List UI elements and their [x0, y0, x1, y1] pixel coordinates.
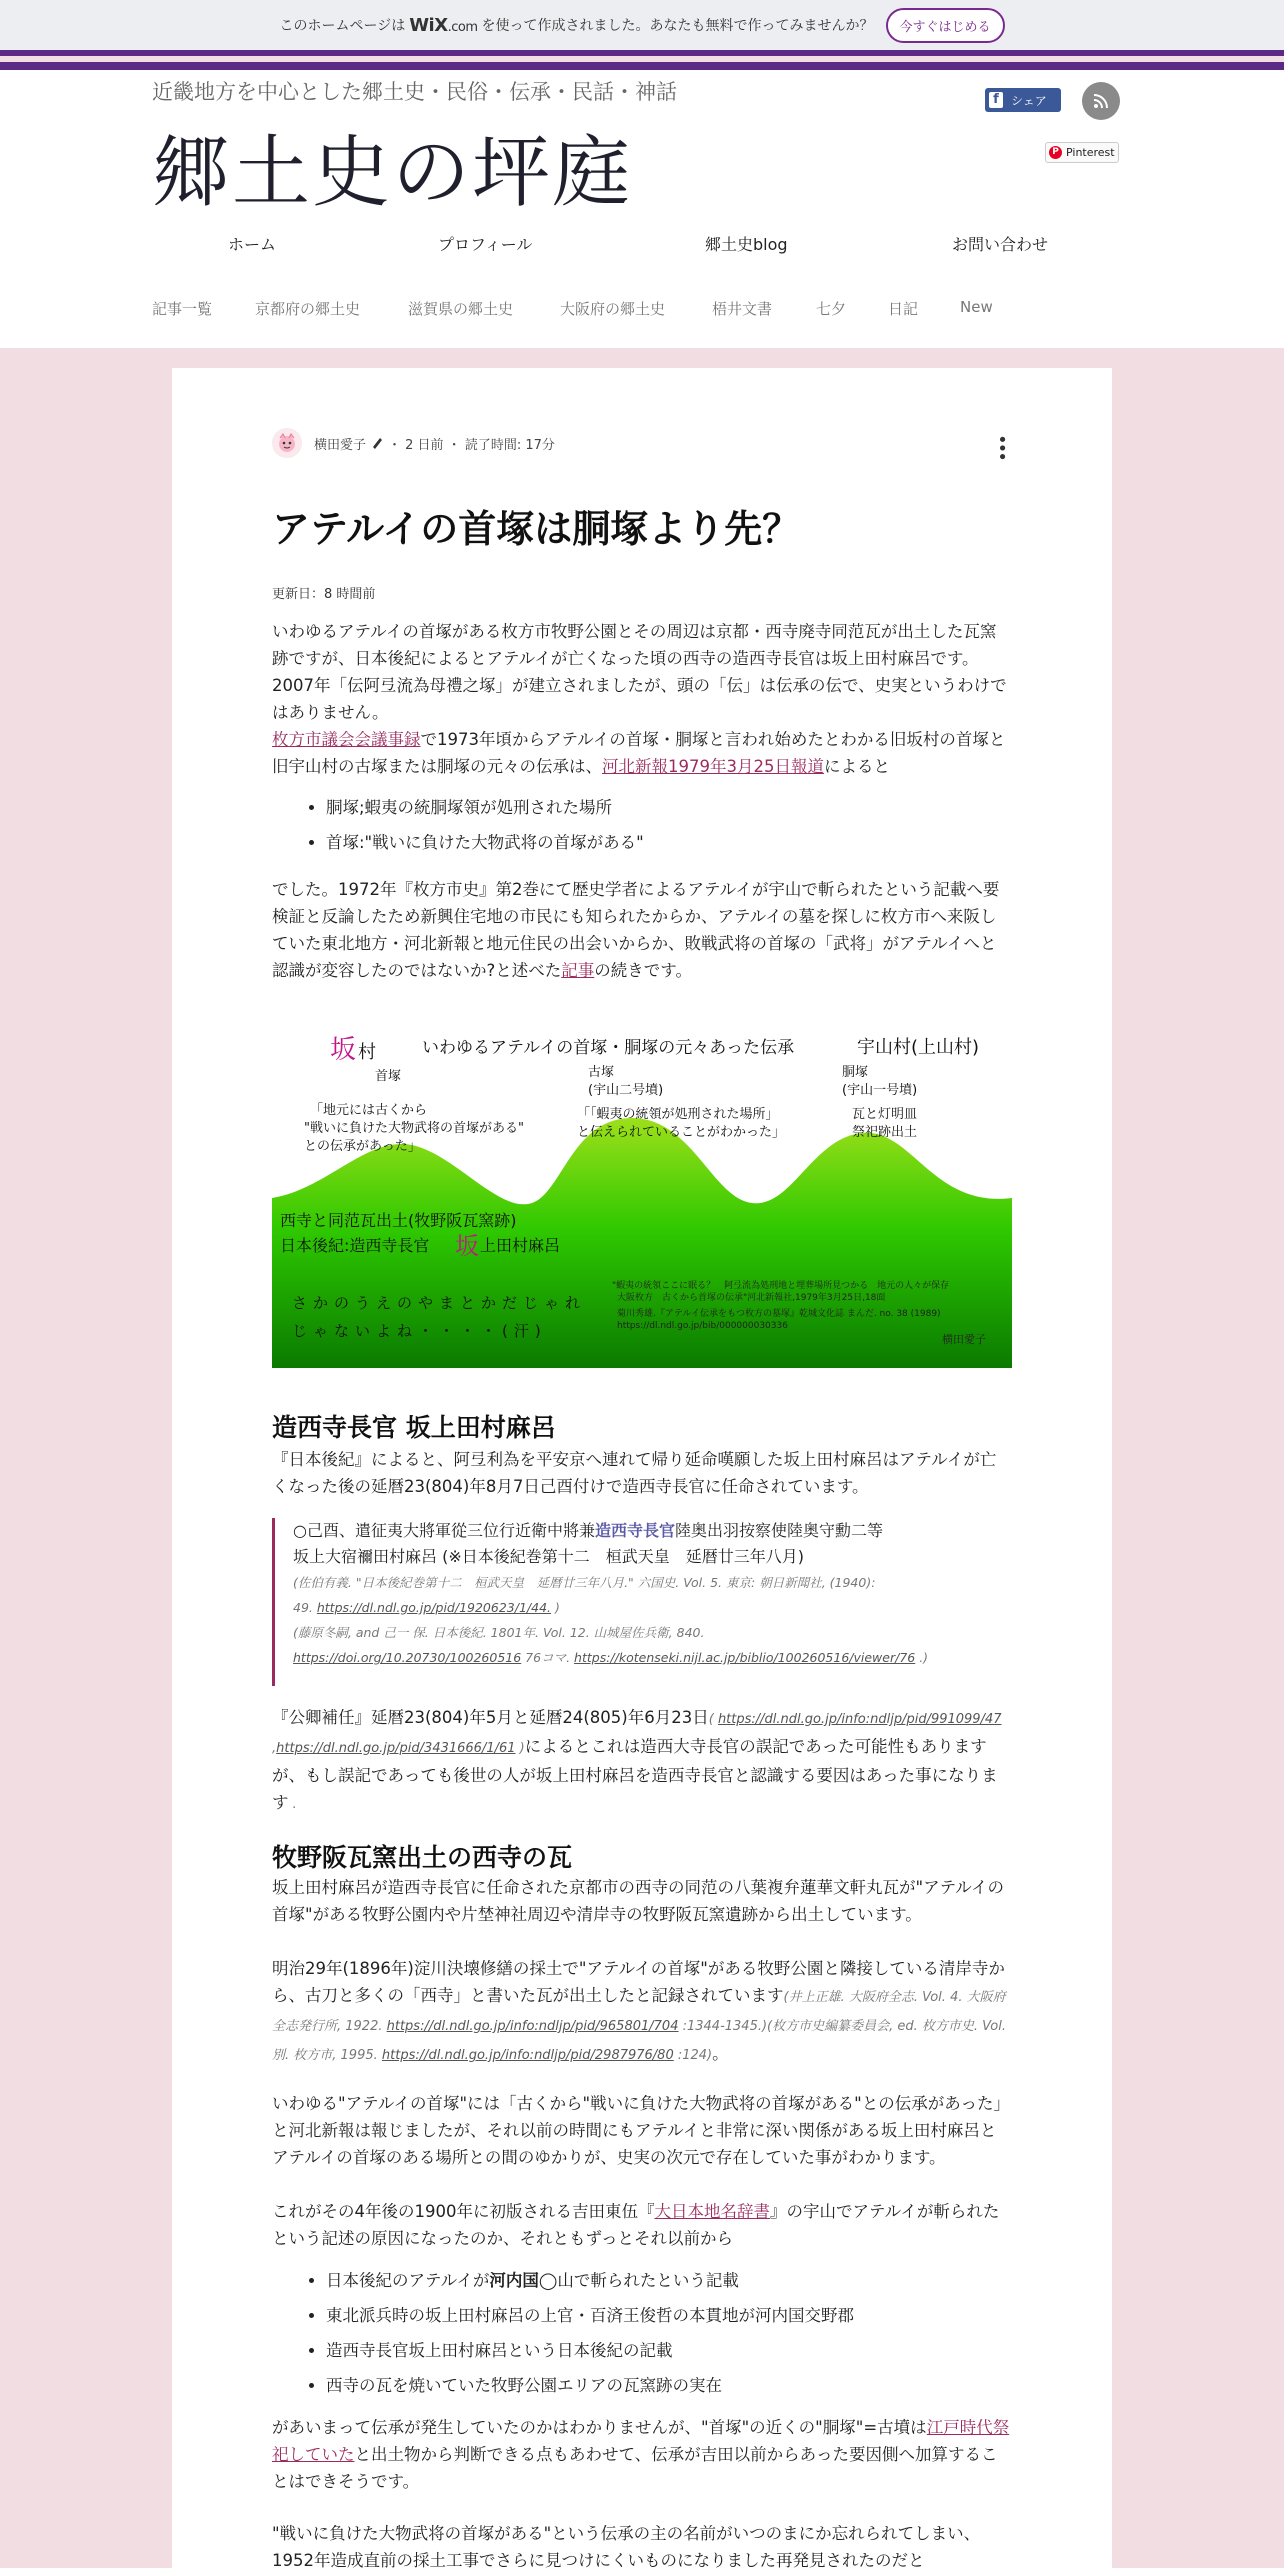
paragraph-conclusion: があいまって伝承が発生していたのかはわかりませんが、"首塚"の近くの"胴塚"=古墳は江戸時代祭祀していたと出土物から判断できる点もあわせて、伝承が吉田以前からあった要因側へ加算することはできそうです。: [272, 2418, 1010, 2491]
facebook-share-button[interactable]: f シェア: [985, 88, 1061, 112]
link-city-council-minutes[interactable]: 枚方市議会会議事録: [272, 730, 421, 749]
category-tanabata[interactable]: 七夕: [816, 300, 847, 318]
wix-banner: [0, 0, 1284, 50]
blog-post: [172, 368, 1112, 2568]
label-saka-village: 村: [358, 1042, 376, 1063]
header-stripe: [0, 50, 1284, 56]
factor-list: [272, 2263, 1012, 2403]
list-item: • 東北派兵時の坂上田村麻呂の上官・百済王俊哲の本貫地が河内国交野郡: [326, 2298, 1012, 2333]
list-item: • 造西寺長官坂上田村麻呂という日本後紀の記載: [326, 2333, 1012, 2368]
writer-icon: [370, 436, 384, 450]
link-dainihon-chimei-jisho[interactable]: 大日本地名辞書: [654, 2202, 770, 2221]
pinterest-icon: P: [1049, 146, 1062, 159]
list-item: • 日本後紀のアテルイが河内国◯山で斬られたという記載: [326, 2263, 1012, 2298]
source-line-3: 菊川秀雄.『アテルイ伝承をもつ枚方の墓塚』乾城文化誌 まんだ. no. 38 (1989): [617, 1309, 941, 1319]
label-kubizuka: 首塚: [375, 1069, 402, 1084]
pun-line-2: じゃないよね・・・・(汗): [292, 1322, 547, 1340]
quote-2-line-1: 「「蝦夷の統領が処刑された場所」: [577, 1107, 779, 1122]
author-name[interactable]: 横田愛子: [314, 437, 367, 453]
citation-2b: https://doi.org/10.20730/100260516 76コマ. https://kotenseki.nijl.ac.jp/biblio/100260516/viewer/76 .): [293, 1650, 929, 1665]
link-edo-rituals[interactable]: 江戸時代祭祀していた: [272, 2418, 1010, 2464]
category-new[interactable]: New: [960, 298, 993, 316]
citation-1b: 49. https://dl.ndl.go.jp/pid/1920623/1/44. ): [293, 1600, 560, 1615]
paragraph-kahoku-report: いわゆる"アテルイの首塚"には「古くから"戦いに負けた大物武将の首塚がある"との伝承があった」と河北新報は報じましたが、それ以前の時間にもアテルイと非常に深い関係がある坂上田村麻呂とアテルイの首塚のある場所との間のゆかりが、史実の次元で存在していた事がわかります。: [272, 2094, 1011, 2167]
label-kozuka: 古塚: [588, 1065, 615, 1080]
paragraph-nihon-koki: 『日本後紀』によると、阿弖利為を平安京へ連れて帰り延命嘆願した坂上田村麻呂はアテルイが亡くなった後の延暦23(804)年8月7日己酉付けで造西寺長官に任命されています。: [272, 1450, 997, 1496]
paragraph-meiji-excavation: 明治29年(1896年)淀川決壊修繕の採土で"アテルイの首塚"がある牧野公園と隣接している清岸寺から、古刀と多くの「西寺」と書いた瓦が出土したと記録されています(井上正雄. 大阪府全志. Vol. 4. 大阪府全志発行所, 1922. https://dl.ndl.go.jp/info:ndljp/pid/965801/704 :1344-1345.)(枚方市史編纂委員会, ed. 枚方市史. Vol. 別. 枚方市, 1995. https://dl.ndl.go.jp/info:ndljp/pid/2987976/80 :124)。: [272, 1959, 1006, 2063]
post-meta: [272, 428, 1012, 458]
link-ndl-3431666[interactable]: https://dl.ndl.go.jp/pid/3431666/1/61: [276, 1741, 516, 1756]
link-ndl-991099[interactable]: https://dl.ndl.go.jp/info:ndljp/pid/991099/47: [717, 1712, 1002, 1727]
paragraph-kugyo-bunin: 『公卿補任』延暦23(804)年5月と延暦24(805)年6月23日( https://dl.ndl.go.jp/info:ndljp/pid/991099/47 ,https://dl.ndl.go.jp/pid/3431666/1/61 )によるとこれは造西大寺長官の誤記であった可能性もありますが、もし誤記であっても後世の人が坂上田村麻呂を造西寺長官と認識する要因はあった事になります .: [272, 1708, 1002, 1812]
site-header: [0, 70, 1284, 348]
source-line-1: "蝦夷の統領ここに眠る？ 阿弖流為処刑地と埋葬場所見つかる 地元の人々が保存: [612, 1281, 950, 1291]
list-item: • 胴塚;蝦夷の統胴塚領が処刑された場所: [326, 790, 1012, 825]
paragraph-kiln-finds: 坂上田村麻呂が造西寺長官に任命された京都市の西寺の同范の八葉複弁蓮華文軒丸瓦が"アテルイの首塚"がある牧野公園内や片埜神社周辺や清岸寺の牧野阪瓦窯遺跡から出土しています。: [272, 1878, 1004, 1924]
category-kyoto[interactable]: 京都府の郷土史: [255, 300, 361, 318]
post-updated: 更新日：8 時間前: [272, 587, 376, 602]
rss-icon: [1093, 93, 1109, 109]
quote-3-line-2: 祭祀跡出土: [852, 1125, 918, 1140]
quote-3-line-1: 瓦と灯明皿: [852, 1107, 918, 1122]
link-previous-article[interactable]: 記事: [561, 961, 595, 980]
heading-zousaiji-chokan: 造西寺長官 坂上田村麻呂: [272, 1413, 556, 1442]
wix-banner-text-after: を使って作成されました。あなたも無料で作ってみませんか？: [481, 18, 874, 34]
blockquote-nihon-koki: [272, 1518, 1012, 1686]
list-item: • 西寺の瓦を焼いていた牧野公園エリアの瓦窯跡の実在: [326, 2368, 1012, 2403]
paragraph-forgotten-name: "戦いに負けた大物武将の首塚がある"という伝承の主の名前がいつのまにか忘れられてしまい、1952年造成直前の採土工事でさらに見つけにくいものになりました再発見されたのだと: [272, 2524, 981, 2568]
site-tagline: 近畿地方を中心とした郷土史・民俗・伝承・民話・神話: [152, 80, 677, 104]
diagram-title: いわゆるアテルイの首塚・胴塚の元々あった伝承: [422, 1038, 795, 1058]
paragraph-background: でした。1972年『枚方市史』第2巻にて歴史学者によるアテルイが宇山で斬られたという記載へ要検証と反論したため新興住宅地の市民にも知られたからか、アテルイの墓を探しに枚方市へ来阪していた東北地方・河北新報と地元住民の出会いからか、敗戦武将の首塚の「武将」がアテルイへと認識が変容したのではないか?と述べた記事の続きです。: [272, 880, 1000, 980]
legend-diagram-image: [272, 1018, 1012, 1368]
start-now-button[interactable]: 今すぐはじめる: [886, 8, 1005, 43]
link-ndl-965801[interactable]: https://dl.ndl.go.jp/info:ndljp/pid/965801/704: [386, 2019, 679, 2034]
category-shiga[interactable]: 滋賀県の郷土史: [408, 300, 514, 318]
diagram-credit: 横田愛子: [942, 1333, 986, 1346]
quote-2-line-2: と伝えられていることがわかった」: [577, 1125, 786, 1140]
pinterest-button[interactable]: P Pinterest: [1045, 142, 1119, 163]
link-kahoku-news[interactable]: 河北新報1979年3月25日報道: [602, 757, 824, 776]
author-avatar[interactable]: [272, 428, 302, 458]
avatar-icon: [276, 432, 298, 454]
nav-home[interactable]: ホーム: [228, 235, 277, 254]
label-douzuka: 胴塚: [842, 1065, 869, 1080]
label-kozuka-sub: (宇山二号墳): [588, 1083, 664, 1098]
citation-2: (藤原冬嗣, and 己一 保. 日本後紀. 1801年. Vol. 12. 山城屋佐兵衛, 840.: [293, 1625, 705, 1640]
link-kotenseki[interactable]: https://kotenseki.nijl.ac.jp/biblio/100260516/viewer/76: [574, 1650, 916, 1665]
category-diary[interactable]: 日記: [888, 300, 919, 318]
label-douzuka-sub: (宇山一号墳): [842, 1083, 918, 1098]
rss-button[interactable]: [1082, 82, 1120, 120]
category-documents[interactable]: 梧井文書: [712, 300, 773, 318]
diagram-svg: [272, 1018, 1012, 1368]
paragraph-intro: いわゆるアテルイの首塚がある枚方市牧野公園とその周辺は京都・西寺廃寺同范瓦が出土した瓦窯跡ですが、日本後紀によるとアテルイが亡くなった頃の西寺の造西寺長官は坂上田村麻呂です。2007年「伝阿弖流為母禮之塚」が建立されましたが、頭の「伝」は伝承の伝で、史実というわけではありません。: [272, 622, 1007, 722]
label-nihon-koki-1: 日本後紀:造西寺長官: [280, 1236, 430, 1255]
wix-banner-text-before: このホームページは: [279, 18, 406, 34]
heading-makino-kiln: 牧野阪瓦窯出土の西寺の瓦: [272, 1843, 573, 1872]
label-saka-highlight: 坂: [455, 1232, 479, 1260]
nav-blog[interactable]: 郷土史blog: [705, 235, 788, 254]
label-kiln-site: 西寺と同范瓦出土(牧野阪瓦窯跡): [280, 1211, 517, 1230]
label-saka-large: 坂: [330, 1035, 357, 1065]
legend-list: [272, 790, 1012, 860]
quote-line-1: ○己酉、遣征夷大將軍從三位行近衛中將兼造西寺長官陸奥出羽按察使陸奥守勳二等: [293, 1521, 883, 1540]
paragraph-yoshida: これがその4年後の1900年に初版される吉田東伍『大日本地名辞書』の宇山でアテルイが斬られたという記述の原因になったのか、それともずっとそれ以前から: [272, 2202, 1000, 2248]
paragraph-sources: 枚方市議会会議事録で1973年頃からアテルイの首塚・胴塚と言われ始めたとわかる旧坂村の首塚と旧宇山村の古塚または胴塚の元々の伝承は、河北新報1979年3月25日報道によると: [272, 730, 1006, 776]
pun-line-1: さかのうえのやまとかだじゃれ: [292, 1294, 587, 1312]
link-ndl-1920623[interactable]: https://dl.ndl.go.jp/pid/1920623/1/44.: [316, 1600, 552, 1615]
wix-logo[interactable]: WiX.com: [409, 14, 478, 36]
label-nihon-koki-2: 上田村麻呂: [480, 1236, 561, 1255]
facebook-icon: f: [989, 92, 1003, 108]
quote-1-line-3: との伝承があった」: [304, 1139, 421, 1154]
source-line-2: 大阪枚方 古くから首塚の伝承"河北新報社,1979年3月25日,18面: [617, 1293, 886, 1303]
header-stripe: [0, 62, 1284, 70]
more-actions-icon[interactable]: •••: [991, 434, 1012, 460]
post-title: アテルイの首塚は胴塚より先？: [272, 506, 801, 551]
list-item: • 首塚:"戦いに負けた大物武将の首塚がある": [326, 825, 1012, 860]
quote-1-line-2: "戦いに負けた大物武将の首塚がある": [304, 1121, 524, 1136]
link-ndl-2987976[interactable]: https://dl.ndl.go.jp/info:ndljp/pid/2987976/80: [381, 2048, 674, 2063]
source-line-4: https://dl.ndl.go.jp/bib/000000030336: [617, 1321, 788, 1331]
label-uyama-village: 宇山村(上山村): [857, 1037, 980, 1058]
nav-contact[interactable]: お問い合わせ: [952, 235, 1049, 254]
category-osaka[interactable]: 大阪府の郷土史: [560, 300, 666, 318]
quote-line-2: 坂上大宿禰田村麻呂 (※日本後紀巻第十二 桓武天皇 延暦廿三年八月): [293, 1547, 804, 1566]
citation-1: (佐伯有義. "日本後紀巻第十二 桓武天皇 延暦廿三年八月." 六国史. Vol. 5. 東京: 朝日新聞社, (1940):: [293, 1575, 876, 1590]
link-doi[interactable]: https://doi.org/10.20730/100260516: [293, 1650, 522, 1665]
nav-profile[interactable]: プロフィール: [438, 235, 533, 254]
post-date-readtime: ・ 2 日前 ・ 読了時間: 17分: [388, 437, 555, 453]
category-all-posts[interactable]: 記事一覧: [152, 300, 213, 318]
quote-1-line-1: 「地元には古くから: [310, 1103, 428, 1118]
site-title[interactable]: 郷土史の坪庭: [152, 128, 633, 218]
